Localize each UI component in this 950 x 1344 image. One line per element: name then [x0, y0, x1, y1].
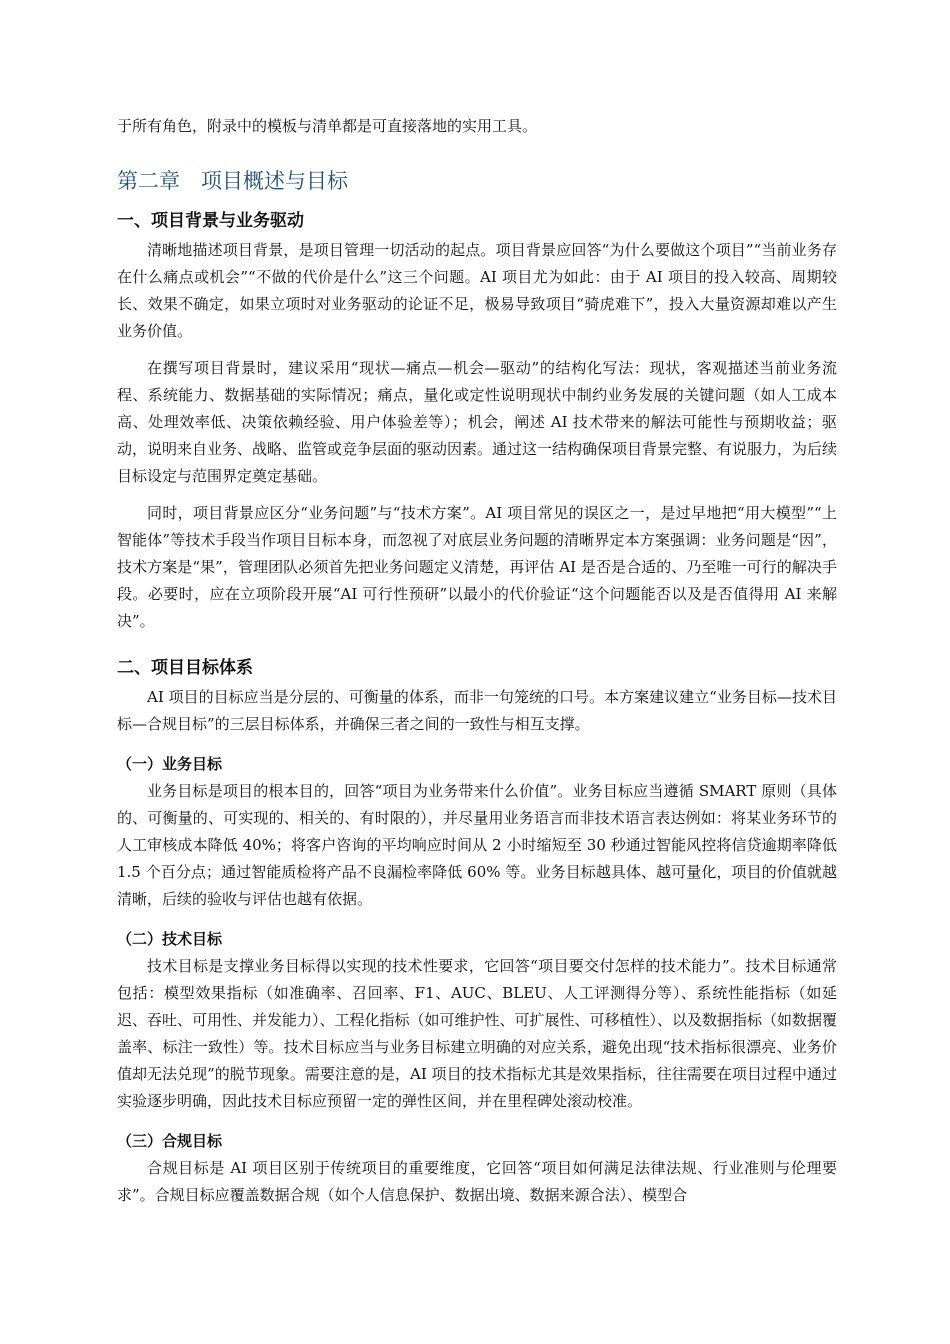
background-paragraph-2: 在撰写项目背景时，建议采用“现状—痛点—机会—驱动”的结构化写法：现状，客观描述当前业务流程、系统能力、数据基础的实际情况；痛点，量化或定性说明现状中制约业务发展的关键问题（如人工成本高、处理效率低、决策依赖经验、用户体验差等）；机会，阐述 AI 技术带来的解法可能性与预期收益；驱动，说明来自业务、战略、监管或竞争层面的驱动因素。通过这一结构确保项目背景完整、有说服力，为后续目标设定与范围界定奠定基础。	[117, 359, 838, 485]
subsection-heading-technical-goals: （二）技术目标	[117, 930, 223, 948]
subsection-heading-compliance-goals: （三）合规目标	[117, 1132, 223, 1150]
compliance-goals-paragraph: 合规目标是 AI 项目区别于传统项目的重要维度，它回答“项目如何满足法律法规、行业准则与伦理要求”。合规目标应覆盖数据合规（如个人信息保护、数据出境、数据来源合法）、模型合	[117, 1159, 837, 1204]
intro-paragraph-tail: 于所有角色，附录中的模板与清单都是可直接落地的实用工具。	[117, 117, 538, 135]
page-content	[117, 113, 837, 1209]
background-paragraph-1: 清晰地描述项目背景，是项目管理一切活动的起点。项目背景应回答“为什么要做这个项目”“当前业务存在什么痛点或机会”“不做的代价是什么”这三个问题。AI 项目尤为如此：由于 AI 项目的投入较高、周期较长、效果不确定，如果立项时对业务驱动的论证不足，极易导致项目“骑虎难下”，投入大量资源却难以产生业务价值。	[117, 241, 837, 340]
section-heading-goals: 二、项目目标体系	[117, 658, 253, 678]
chapter-title: 第二章 项目概述与目标	[117, 169, 348, 193]
subsection-heading-business-goals: （一）业务目标	[117, 755, 223, 773]
background-paragraph-3: 同时，项目背景应区分“业务问题”与“技术方案”。AI 项目常见的误区之一，是过早地把“用大模型”“上智能体”等技术手段当作项目目标本身，而忽视了对底层业务问题的清晰界定本方案强调：业务问题是“因”，技术方案是“果”，管理团队必须首先把业务问题定义清楚，再评估 AI 是否是合适的、乃至唯一可行的解决手段。必要时，应在立项阶段开展“AI 可行性预研”以最小的代价验证“这个问题能否以及是否值得用 AI 来解决”。	[117, 504, 837, 630]
section-heading-background: 一、项目背景与业务驱动	[117, 211, 304, 231]
goals-intro-paragraph: AI 项目的目标应当是分层的、可衡量的体系，而非一句笼统的口号。本方案建议建立“业务目标—技术目标—合规目标”的三层目标体系，并确保三者之间的一致性与相互支撑。	[117, 688, 837, 733]
business-goals-paragraph: 业务目标是项目的根本目的，回答“项目为业务带来什么价值”。业务目标应当遵循 SMART 原则（具体的、可衡量的、可实现的、相关的、有时限的），并尽量用业务语言而非技术语言表达例如：将某业务环节的人工审核成本降低 40%；将客户咨询的平均响应时间从 2 小时缩短至 30 秒通过智能风控将信贷逾期率降低 1.5 个百分点；通过智能质检将产品不良漏检率降低 60% 等。业务目标越具体、越可量化，项目的价值就越清晰，后续的验收与评估也越有依据。	[117, 782, 837, 908]
technical-goals-paragraph: 技术目标是支撑业务目标得以实现的技术性要求，它回答“项目要交付怎样的技术能力”。技术目标通常包括：模型效果指标（如准确率、召回率、F1、AUC、BLEU、人工评测得分等）、系统性能指标（如延迟、吞吐、可用性、并发能力）、工程化指标（如可维护性、可扩展性、可移植性）、以及数据指标（如数据覆盖率、标注一致性）等。技术目标应当与业务目标建立明确的对应关系，避免出现“技术指标很漂亮、业务价值却无法兑现”的脱节现象。需要注意的是，AI 项目的技术指标尤其是效果指标，往往需要在项目过程中通过实验逐步明确，因此技术目标应预留一定的弹性区间，并在里程碑处滚动校准。	[117, 957, 838, 1110]
